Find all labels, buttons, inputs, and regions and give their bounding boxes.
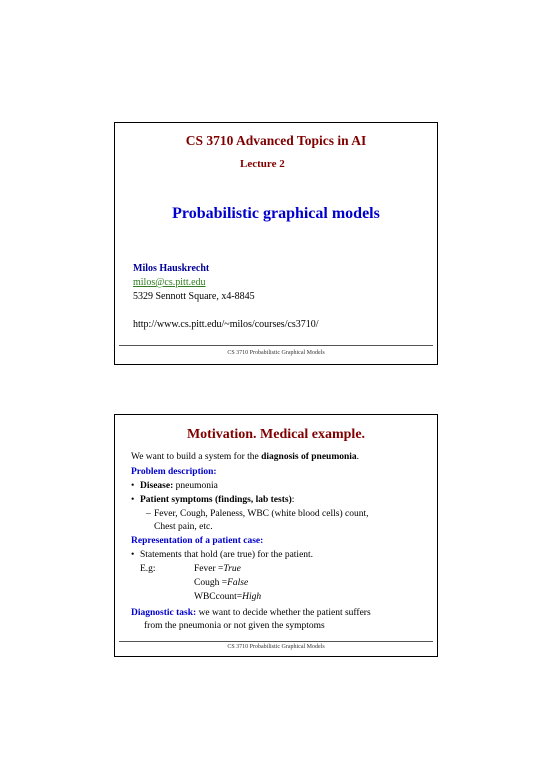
example-label: E.g: xyxy=(140,564,156,574)
wbc-label: WBCcount= xyxy=(194,592,243,602)
wbc-value: High xyxy=(242,592,262,602)
footer-divider xyxy=(119,641,433,642)
author-name: Milos Hauskrecht xyxy=(133,263,210,274)
intro-prefix: We want to build a system for the xyxy=(131,452,262,462)
lecture-number: Lecture 2 xyxy=(240,158,285,170)
diagnostic-task xyxy=(131,608,371,618)
cough-statement xyxy=(194,578,248,588)
diagnostic-text: we want to decide whether the patient suffers xyxy=(196,608,371,618)
representation-heading: Representation of a patient case: xyxy=(131,536,264,546)
fever-value: True xyxy=(223,564,241,574)
slide-title: Motivation. Medical example. xyxy=(186,427,366,442)
office-info: 5329 Sennott Square, x4-8845 xyxy=(133,291,255,302)
intro-text xyxy=(131,452,359,462)
fever-label: Fever = xyxy=(194,564,224,574)
cough-label: Cough = xyxy=(194,578,228,588)
course-title: CS 3710 Advanced Topics in AI xyxy=(185,133,367,148)
course-url: http://www.cs.pitt.edu/~milos/courses/cs3710/ xyxy=(133,319,319,330)
symptoms-list: – Fever, Cough, Paleness, WBC (white blood cells) count, xyxy=(154,509,368,519)
author-email-link[interactable]: milos@cs.pitt.edu xyxy=(133,277,206,288)
fever-statement xyxy=(194,564,241,574)
disease-value: pneumonia xyxy=(173,481,218,491)
symptoms-label: Patient symptoms (findings, lab tests) xyxy=(140,495,292,505)
diagnostic-text-cont: from the pneumonia or not given the symptoms xyxy=(144,621,325,631)
statements-item: • Statements that hold (are true) for the patient. xyxy=(140,550,313,560)
motivation-slide xyxy=(114,414,438,657)
intro-suffix: . xyxy=(356,452,360,462)
symptoms-list-cont: Chest pain, etc. xyxy=(154,522,213,532)
intro-bold: diagnosis of pneumonia xyxy=(261,452,357,462)
wbc-statement xyxy=(194,592,261,602)
problem-heading: Problem description: xyxy=(131,467,217,477)
cough-value: False xyxy=(227,578,249,588)
disease-label: Disease: xyxy=(140,481,174,491)
slide-title: Probabilistic graphical models xyxy=(172,205,380,222)
symptoms-item xyxy=(140,495,294,505)
slide-footer: CS 3710 Probabilistic Graphical Models xyxy=(227,644,325,650)
slide-footer: CS 3710 Probabilistic Graphical Models xyxy=(227,350,325,356)
symptoms-colon: : xyxy=(291,495,295,505)
title-slide xyxy=(114,122,438,365)
diagnostic-label: Diagnostic task: xyxy=(131,608,197,618)
disease-item xyxy=(140,481,218,491)
footer-divider xyxy=(119,345,433,346)
